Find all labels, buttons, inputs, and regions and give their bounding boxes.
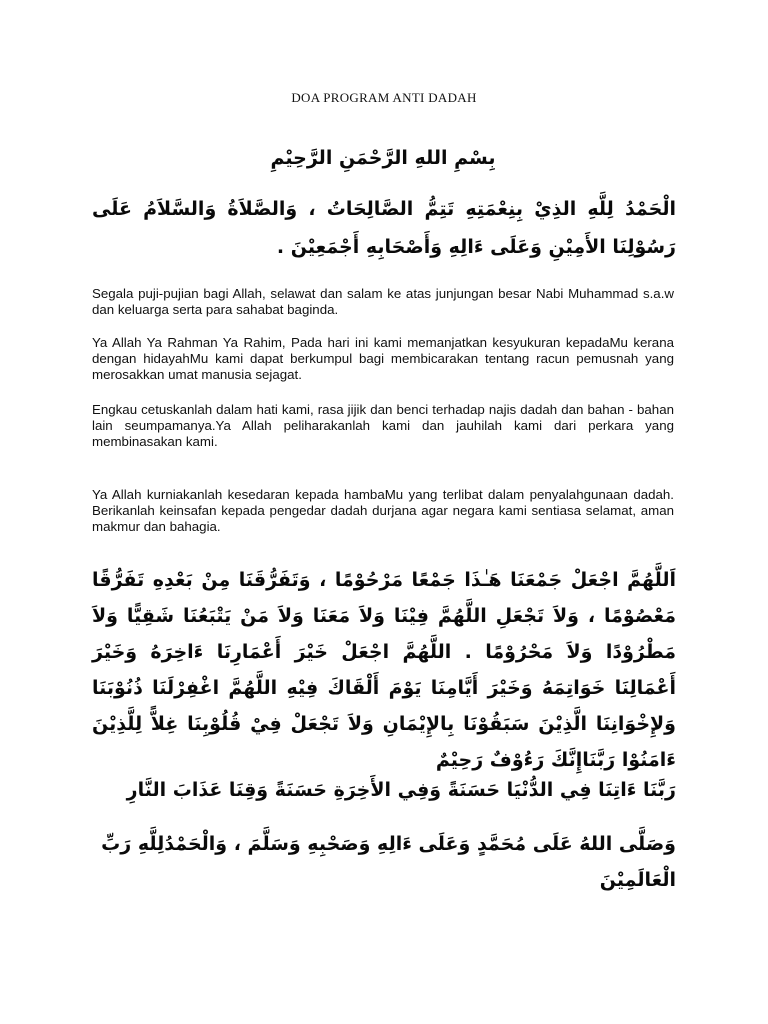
document-title: DOA PROGRAM ANTI DADAH — [291, 90, 477, 105]
paragraph-text: Engkau cetuskanlah dalam hati kami, rasa jijik dan benci terhadap najis dadah dan bahan - bahan lain seumpamanya.Ya Allah peliharakanlah kami dan jauhilah kami dari perkara yang membinasakan kami. — [92, 402, 674, 449]
rabbana-supplication: رَبَّنَا ءَاتِنَا فِي الدُّنْيَا حَسَنَةً وَفِي الأَخِرَةِ حَسَنَةً وَقِنَا عَذَابَ النَّارِ — [126, 779, 676, 801]
basmalah: بِسْمِ اللهِ الرَّحْمَنِ الرَّحِيْمِ — [270, 147, 496, 169]
opening-arabic-praise: الْحَمْدُ لِلَّهِ الذِيْ بِنِعْمَتِهِ تَتِمُّ الصَّالِحَاتُ ، وَالصَّلاَةُ وَالسَّلاَمُ عَلَى رَسُوْلِنَا الأَمِيْنِ وَعَلَى ءَالِهِ وَأَصْحَابِهِ أَجْمَعِيْنَ . — [92, 198, 676, 258]
closing-arabic-supplication: اَللَّهُمَّ اجْعَلْ جَمْعَنَا هَـٰذَا جَمْعًا مَرْحُوْمًا ، وَتَفَرُّقَنَا مِنْ بَعْدِهِ تَفَرُّقًا مَعْصُوْمًا ، وَلاَ تَجْعَلِ اللَّهُمَّ فِيْنَا وَلاَ مَعَنَا وَلاَ مَنْ يَتْبَعُنَا شَقِيًّا وَلاَ مَطْرُوْدًا وَلاَ مَحْرُوْمًا . اللَّهُمَّ اجْعَلْ خَيْرَ أَعْمَارِنَا ءَاخِرَهُ وَخَيْرَ أَعْمَالِنَا خَوَاتِمَهُ وَخَيْرَ أَيَّامِنَا يَوْمَ أَلْقَاكَ فِيْهِ اللَّهُمَّ اغْفِرْلَنَا ذُنُوْبَنَا وَلإِخْوَانِنَا الَّذِيْنَ سَبَقُوْنَا بِالإِيْمَانِ وَلاَ تَجْعَلْ فِيْ قُلُوْبِنَا غِلاًّ لِلَّذِيْنَ ءَامَنُوْا رَبَّنَاإِنَّكَ رَءُوْفٌ رَحِيْمٌ — [92, 569, 676, 771]
paragraph-text: Segala puji-pujian bagi Allah, selawat dan salam ke atas junjungan besar Nabi Muhammad s.a.w dan keluarga serta para sahabat baginda. — [92, 286, 674, 317]
salawat-closing: وَصَلَّى اللهُ عَلَى مُحَمَّدٍ وَعَلَى ءَالِهِ وَصَحْبِهِ وَسَلَّمَ ، وَالْحَمْدُلِلَّهِ رَبِّ الْعَالَمِيْنَ — [101, 833, 676, 891]
paragraph-text: Ya Allah Ya Rahman Ya Rahim, Pada hari ini kami memanjatkan kesyukuran kepadaMu kerana dengan hidayahMu kami dapat berkumpul bagi membicarakan tentang racun pemusnah yang merosakkan umat manusia sejagat. — [92, 335, 674, 382]
malay-paragraph-awareness — [92, 487, 674, 535]
malay-paragraph-protection — [92, 402, 674, 450]
paragraph-text: Ya Allah kurniakanlah kesedaran kepada hambaMu yang terlibat dalam penyalahgunaan dadah. Berikanlah keinsafan kepada pengedar dadah durjana agar negara kami sentiasa selamat, aman makmur dan bahagia. — [92, 487, 674, 534]
malay-paragraph-gratitude — [92, 335, 674, 383]
malay-paragraph-praise — [92, 286, 674, 318]
